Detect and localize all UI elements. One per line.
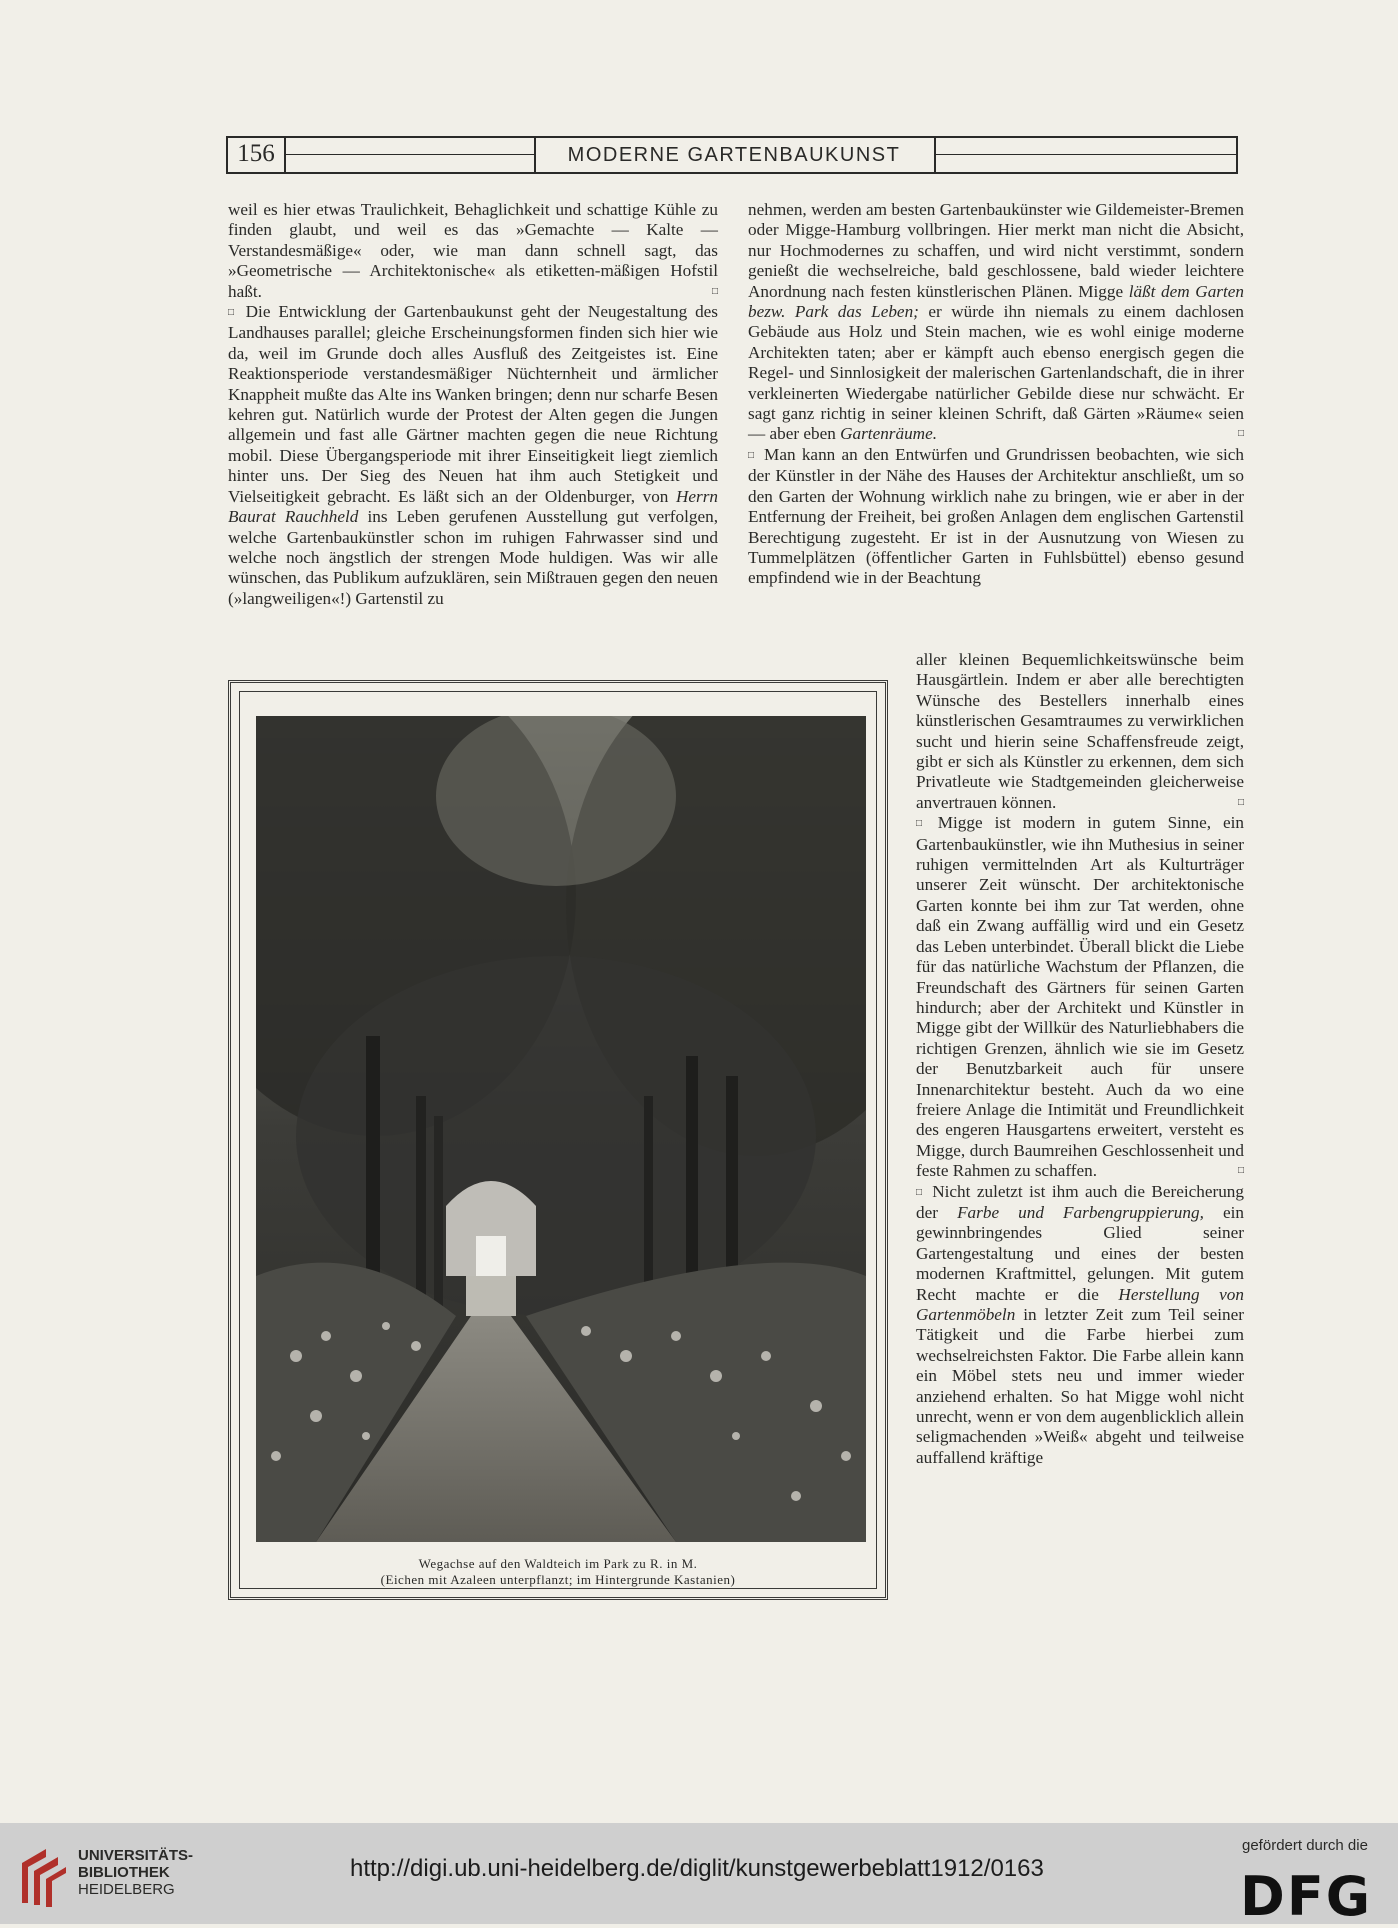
paragraph: □ Nicht zuletzt ist ihm auch die Bereicherung der Farbe und Farbengruppierung, ein gewinnbringendes Glied seiner Gartengestaltung und eines der besten modernen Kraftmittel, gelungen. Mit gutem Recht machte er die Herstellung von Gartenmöbeln in letzter Zeit zum Teil seiner Tätigkeit und die Farbe hierbei zum wechselreichsten Faktor. Die Farbe allein kann ein Möbel stets neu und immer wieder anziehend erhalten. So hat Migge wohl nicht unrecht, wenn er von dem augenblicklich allein seligmachenden »Weiß« abgeht und teilweise auffallend kräftige xyxy=(916,1182,1244,1469)
caption-line: Wegachse auf den Waldteich im Park zu R. in M. xyxy=(418,1556,698,1571)
figure-caption xyxy=(240,1556,876,1588)
permalink-url[interactable]: http://digi.ub.uni-heidelberg.de/diglit/kunstgewerbeblatt1912/0163 xyxy=(350,1855,1044,1882)
university-library-logo-icon xyxy=(16,1843,68,1909)
paragraph: aller kleinen Bequemlichkeitswünsche beim Hausgärtlein. Indem er aber alle berechtigten Wünsche des Bestellers innerhalb eines künstlerischen Gesamtraumes zu verwirklichen sucht und hierin seine Schaffensfreude zeigt, gibt er sich als Künstler zu erkennen, dem sich Privatleute wie Stadtgemeinden gleicherweise anvertrauen können. □ xyxy=(916,650,1244,812)
figure-inner-border xyxy=(239,691,877,1589)
garden-photo xyxy=(256,716,866,1542)
page-number: 156 xyxy=(226,136,286,172)
funding-label: gefördert durch die xyxy=(1242,1837,1368,1854)
page-header xyxy=(226,136,1238,174)
paragraph: □ Die Entwicklung der Gartenbaukunst geht der Neugestaltung des Landhauses parallel; gleiche Erscheinungsformen finden sich hier wie da, weil im Grunde doch alles Ausfluß des Zeitgeistes ist. Eine Reaktionsperiode verstandesmäßiger Nüchternheit und ärmlicher Knappheit mußte das Alte ins Wanken bringen; denn nur scharfe Besen kehren gut. Natürlich wurde der Protest der Alten gegen die Jungen allgemein und fast alle Gärtner machten gegen die neue Richtung mobil. Diese Übergangsperiode mit ihrer Einseitigkeit liegt ziemlich hinter uns. Der Sieg des Neuen hat ihm auch Stetigkeit und Vielseitigkeit gebracht. Es läßt sich an der Oldenburger, von Herrn Baurat Rauchheld ins Leben gerufenen Ausstellung gut verfolgen, welche Gartenbaukünstler schon im ruhigen Fahrwasser sind und welche noch ängstlich der strengen Mode huldigen. Was wir alle wünschen, das Publikum aufzuklären, sein Mißtrauen gegen den neuen (»langweiligen«!) Gartenstil zu xyxy=(228,302,718,609)
right-column-top xyxy=(748,200,1244,589)
right-column-narrow xyxy=(916,650,1244,1468)
paragraph: nehmen, werden am besten Gartenbaukünster wie Gildemeister-Bremen oder Migge-Hamburg vollbringen. Hier merkt man nicht die Absicht, nur Hochmodernes zu schaffen, und wird nicht verstimmt, sondern genießt die wechselreiche, bald geschlossene, bald wieder leichtere Anordnung nach festen künstlerischen Plänen. Migge läßt dem Garten bezw. Park das Leben; er würde ihn niemals zu einem dachlosen Gebäude aus Holz und Stein machen, wie es wohl einige moderne Architekten taten; aber er kämpft auch ebenso energisch gegen die Regel- und Sinnlosigkeit der malerischen Gartenlandschaft, die in ihrer verkleinerten Wiedergabe natürlicher Gebilde diese nur schwächt. Er sagt ganz richtig in seiner kleinen Schrift, daß Gärten »Räume« seien — aber eben Gartenräume. □ xyxy=(748,200,1244,444)
caption-line: (Eichen mit Azaleen unterpflanzt; im Hintergrunde Kastanien) xyxy=(380,1572,736,1587)
paragraph: □ Migge ist modern in gutem Sinne, ein Gartenbaukünstler, wie ihn Muthesius in seiner ruhigen vermittelnden Art als Kulturträger unserer Zeit wünscht. Der architektonische Garten konnte bei ihm zur Tat werden, ohne daß ein Zwang auffällig wird und ein Gesetz das Leben unterbindet. Überall blickt die Liebe für das natürliche Wachstum der Pflanzen, die Freundschaft des Gärtners für seinen Garten hindurch; aber der Architekt und Künstler in Migge gibt der Willkür des Naturliebhabers die richtigen Grenzen, ähnlich wie sie im Gesetz der Benutzbarkeit auch für unsere Innenarchitektur besteht. Auch da wo eine freiere Anlage die Intimität und Freundlichkeit des engeren Hausgartens erweitert, versteht es Migge, durch Baumreihen Geschlossenheit und feste Rahmen zu schaffen. □ xyxy=(916,813,1244,1181)
figure-frame xyxy=(228,680,888,1600)
paragraph: weil es hier etwas Traulichkeit, Behaglichkeit und schattige Kühle zu finden glaubt, und weil es das »Gemachte — Kalte — Verstandesmäßige« oder, wie man dann schnell sagt, das »Geometrische — Architektonische« als etiketten-mäßigen Hofstil haßt. □ xyxy=(228,200,718,301)
paragraph: □ Man kann an den Entwürfen und Grundrissen beobachten, wie sich der Künstler in der Nähe des Hauses der Architektur anschließt, um so den Garten der Wohnung wirklich nahe zu bringen, wie er aber in der Entfernung der Freiheit, bei großen Anlagen dem englischen Gartenstil Berechtigung zugesteht. Er ist in der Ausnutzung von Wiesen zu Tummelplätzen (öffentlicher Garten in Fuhlsbüttel) ebenso gesund empfindend wie in der Beachtung xyxy=(748,445,1244,589)
library-name: UNIVERSITÄTS- BIBLIOTHEK HEIDELBERG xyxy=(78,1847,194,1898)
running-title: MODERNE GARTENBAUKUNST xyxy=(567,144,901,166)
dfg-logo: DFG xyxy=(1240,1865,1373,1928)
left-column xyxy=(228,200,718,609)
footer-bar xyxy=(0,1823,1398,1928)
